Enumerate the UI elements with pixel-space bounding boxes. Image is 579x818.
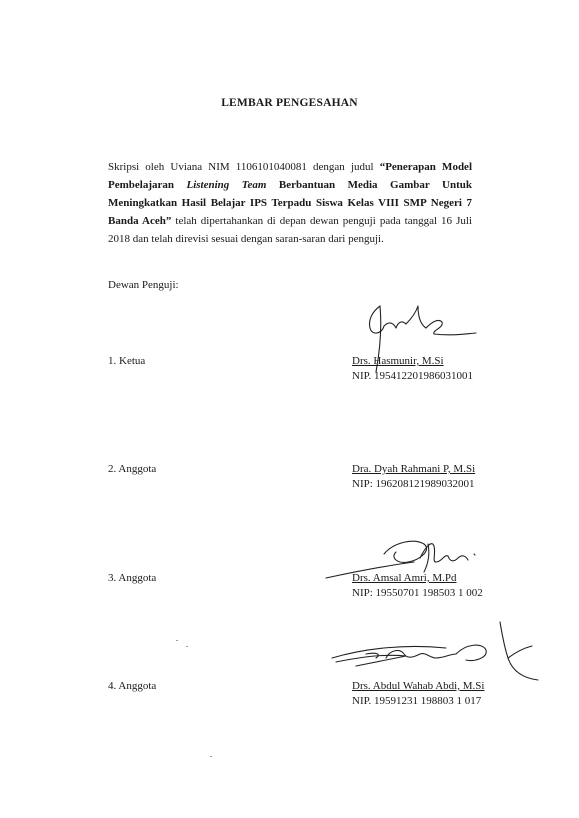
examiner-role: 1. Ketua [108,355,146,367]
examiner-nip: NIP. 19591231 198803 1 017 [352,695,482,707]
page-title: LEMBAR PENGESAHAN [221,97,358,109]
intro-text-end: telah dipertahankan di depan dewan penguji pada tanggal 16 Juli 2018 dan telah direvisi sesuai dengan saran-saran dari penguji. [108,215,472,245]
examiner-nip: NIP: 19550701 198503 1 002 [352,587,483,599]
scan-speck [176,640,178,641]
examiner-name: Drs. Hasmunir, M.Si [352,355,444,367]
thesis-title-italic: Listening Team [186,179,267,191]
examiner-name: Drs. Abdul Wahab Abdi, M.Si [352,680,485,692]
signature-anggota-3 [326,618,542,684]
examiner-board-label: Dewan Penguji: [108,279,179,291]
thesis-title-start: “Penerapan Model Pembelajaran [108,161,472,191]
examiner-role: 3. Anggota [108,572,157,584]
examiner-nip: NIP. 195412201986031001 [352,370,474,382]
examiner-nip: NIP: 196208121989032001 [352,478,475,490]
examiner-role: 4. Anggota [108,680,157,692]
intro-text-start: Skripsi oleh Uviana NIM 1106101040081 dengan judul [108,161,380,173]
thesis-title-end: Berbantuan Media Gambar Untuk Meningkatkan Hasil Belajar IPS Terpadu Siswa Kelas VIII SMP Negeri 7 Banda Aceh” [108,179,473,227]
examiner-role: 2. Anggota [108,463,157,475]
examiner-name: Drs. Amsal Amri, M.Pd [352,572,457,584]
scan-speck [186,646,188,647]
scan-speck [210,756,212,757]
intro-paragraph [108,158,472,248]
examiner-name: Dra. Dyah Rahmani P, M.Si [352,463,476,475]
